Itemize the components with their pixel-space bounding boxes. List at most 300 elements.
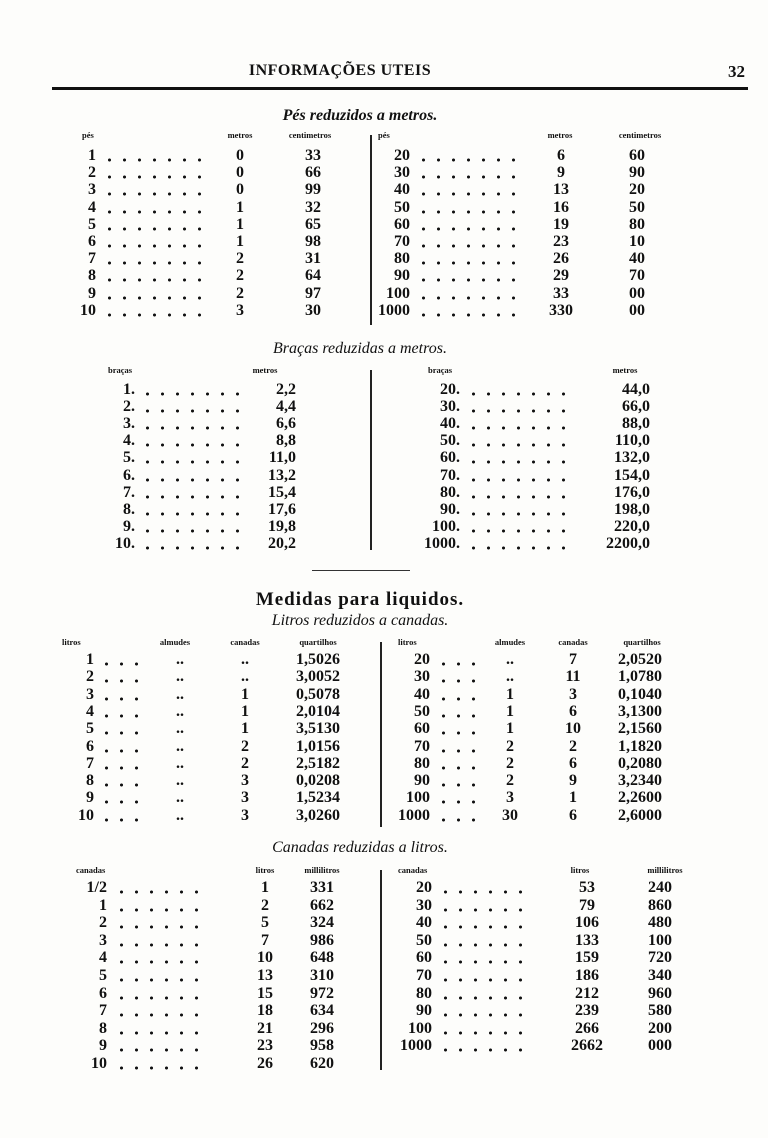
table-cell: 21 <box>257 1019 273 1037</box>
table-cell: 80. <box>440 483 460 501</box>
table-cell: 8,8 <box>276 432 296 450</box>
table-cell: 6,6 <box>276 415 296 433</box>
dot-leader <box>436 800 481 804</box>
table-cell: 50 <box>416 931 432 949</box>
table-cell: 10 <box>629 233 645 250</box>
table-row <box>0 267 768 284</box>
column-header: quartilhos <box>299 637 337 647</box>
table-cell: 20,2 <box>268 534 296 552</box>
table-cell: 1 <box>99 896 107 914</box>
table-cell: 340 <box>648 967 672 984</box>
dot-leader <box>438 996 533 1000</box>
table-cell: 3 <box>86 685 94 703</box>
table-cell: 90 <box>394 267 410 285</box>
table-cell: 20 <box>629 181 645 199</box>
table-cell: 60 <box>629 147 645 164</box>
table-cell: 32 <box>305 198 321 216</box>
column-header: litros <box>255 865 275 875</box>
table-cell: 6 <box>569 806 577 824</box>
table-cell: 9 <box>557 164 565 182</box>
table-cell: 1,1820 <box>618 737 662 755</box>
running-head-title: INFORMAÇÕES UTEIS <box>248 62 432 79</box>
table-row <box>0 738 768 755</box>
table-cell: 2,0104 <box>296 702 340 720</box>
litros-table-title: Litros reduzidos a canadas. <box>271 612 449 629</box>
table-cell: 3 <box>506 789 514 807</box>
table-cell: 3,1300 <box>618 702 662 720</box>
table-cell: 6 <box>557 147 565 164</box>
table-cell: 1 <box>261 879 269 896</box>
dot-leader <box>466 460 566 464</box>
table-cell: 30. <box>440 398 460 416</box>
dot-leader <box>416 175 521 179</box>
table-cell: 10 <box>80 301 96 319</box>
table-cell: 3 <box>241 806 249 824</box>
table-row <box>0 518 768 535</box>
table-row <box>0 967 768 984</box>
table-cell: 4 <box>88 198 96 216</box>
table-cell: 1 <box>86 651 94 668</box>
dot-leader <box>436 731 481 735</box>
table-cell: 2,0520 <box>618 651 662 668</box>
table-cell: 2 <box>241 737 249 755</box>
table-cell: 9 <box>569 772 577 790</box>
table-cell: 3 <box>99 931 107 949</box>
table-cell: 2 <box>506 772 514 790</box>
table-cell: 79 <box>579 896 595 914</box>
dot-leader <box>416 192 521 196</box>
table-cell: 20 <box>394 147 410 164</box>
table-cell: 198,0 <box>614 500 650 518</box>
table-cell: 70 <box>394 233 410 250</box>
table-cell: .. <box>506 668 514 686</box>
header-rule <box>52 87 748 90</box>
column-header: centimetros <box>288 130 332 140</box>
dot-leader <box>436 783 481 787</box>
table-cell: 2. <box>123 398 135 416</box>
column-header: canadas <box>398 865 428 875</box>
table-row <box>0 181 768 198</box>
dot-leader <box>466 546 566 550</box>
table-cell: 000 <box>648 1037 672 1055</box>
table-cell: 2,2 <box>276 381 296 398</box>
table-cell: 1000. <box>424 534 460 552</box>
table-cell: 17,6 <box>268 500 296 518</box>
table-cell: 100 <box>408 1019 432 1037</box>
table-cell: 20. <box>440 381 460 398</box>
table-cell: .. <box>176 806 184 824</box>
table-cell: 212 <box>575 984 599 1002</box>
table-cell: 3,5130 <box>296 720 340 738</box>
table-cell: 70. <box>440 466 460 484</box>
column-header: litros <box>398 637 417 647</box>
table-cell: 2662 <box>571 1037 603 1055</box>
table-row <box>0 755 768 772</box>
table-cell: 33 <box>553 284 569 302</box>
column-header: canadas <box>230 637 260 647</box>
dot-leader <box>436 766 481 770</box>
table-row <box>0 147 768 164</box>
column-header: litros <box>570 865 590 875</box>
table-cell: 90. <box>440 500 460 518</box>
table-cell: 4 <box>99 949 107 967</box>
table-cell: 80 <box>629 215 645 233</box>
table-cell: 6 <box>569 754 577 772</box>
column-header: almudes <box>159 637 191 647</box>
dot-leader <box>436 662 481 666</box>
table-cell: 0 <box>236 181 244 199</box>
dot-leader <box>416 296 521 300</box>
table-cell: 88,0 <box>622 415 650 433</box>
column-header: braças <box>428 365 453 375</box>
table-cell: .. <box>176 668 184 686</box>
table-cell: 266 <box>575 1019 599 1037</box>
table-cell: 1. <box>123 381 135 398</box>
table-cell: 110,0 <box>614 432 650 450</box>
table-cell: 80 <box>416 984 432 1002</box>
table-cell: 50. <box>440 432 460 450</box>
column-header: metros <box>547 130 573 140</box>
table-cell: .. <box>176 737 184 755</box>
table-cell: 106 <box>575 914 599 932</box>
table-cell: 8 <box>88 267 96 285</box>
table-row <box>0 879 768 896</box>
table-cell: 70 <box>629 267 645 285</box>
table-cell: 13 <box>553 181 569 199</box>
table-row <box>0 932 768 949</box>
dot-leader <box>438 925 533 929</box>
column-header: centimetros <box>618 130 662 140</box>
table-cell: 2,6000 <box>618 806 662 824</box>
table-row <box>0 914 768 931</box>
table-cell: 100 <box>386 284 410 302</box>
table-cell: 2 <box>506 754 514 772</box>
dot-leader <box>416 210 521 214</box>
dot-leader <box>466 426 566 430</box>
table-cell: 70 <box>416 967 432 984</box>
table-row <box>0 164 768 181</box>
table-row <box>0 398 768 415</box>
table-row <box>0 250 768 267</box>
table-cell: 7 <box>99 1002 107 1020</box>
table-cell: 65 <box>305 215 321 233</box>
table-cell: .. <box>176 702 184 720</box>
dot-leader <box>438 890 533 894</box>
table-cell: 40 <box>416 914 432 932</box>
table-cell: 29 <box>553 267 569 285</box>
column-header: almudes <box>494 637 526 647</box>
table-cell: 31 <box>305 250 321 268</box>
table-cell: 1 <box>241 720 249 738</box>
table-cell: 53 <box>579 879 595 896</box>
table-cell: 296 <box>310 1019 334 1037</box>
table-cell: 60 <box>416 949 432 967</box>
table-cell: 5 <box>99 967 107 984</box>
table-cell: 0 <box>236 147 244 164</box>
dot-leader <box>436 679 481 683</box>
table-cell: 40 <box>394 181 410 199</box>
table-cell: 580 <box>648 1002 672 1020</box>
table-cell: 13,2 <box>268 466 296 484</box>
table-cell: 1 <box>506 720 514 738</box>
table-cell: 16 <box>553 198 569 216</box>
table-cell: 132,0 <box>614 449 650 467</box>
dot-leader <box>416 244 521 248</box>
table-cell: .. <box>176 720 184 738</box>
table-cell: 80 <box>394 250 410 268</box>
dot-leader <box>466 512 566 516</box>
table-cell: 50 <box>629 198 645 216</box>
dot-leader <box>416 313 521 317</box>
table-cell: 2 <box>261 896 269 914</box>
table-cell: 186 <box>575 967 599 984</box>
table-cell: 30 <box>305 301 321 319</box>
table-cell: 200 <box>648 1019 672 1037</box>
table-row <box>0 501 768 518</box>
table-cell: 1,5026 <box>296 651 340 668</box>
table-cell: 2,1560 <box>618 720 662 738</box>
dot-leader <box>436 749 481 753</box>
table-cell: 986 <box>310 931 334 949</box>
table-cell: 1 <box>241 685 249 703</box>
dot-leader <box>416 278 521 282</box>
table-cell: 1 <box>88 147 96 164</box>
table-cell: 4 <box>86 702 94 720</box>
table-cell: 1 <box>236 215 244 233</box>
table-row <box>0 897 768 914</box>
table-cell: 331 <box>310 879 334 896</box>
table-cell: 5 <box>86 720 94 738</box>
dot-leader <box>416 261 521 265</box>
table-cell: 9 <box>99 1037 107 1055</box>
table-cell: 8. <box>123 500 135 518</box>
table-cell: 10 <box>257 949 273 967</box>
table-cell: 1,0156 <box>296 737 340 755</box>
table-cell: 60 <box>414 720 430 738</box>
table-cell: 18 <box>257 1002 273 1020</box>
table-cell: 13 <box>257 967 273 984</box>
table-cell: 10 <box>91 1055 107 1072</box>
table-cell: 6 <box>99 984 107 1002</box>
table-cell: 2 <box>88 164 96 182</box>
table-cell: 1,0780 <box>618 668 662 686</box>
table-cell: 33 <box>305 147 321 164</box>
table-cell: 2 <box>241 754 249 772</box>
table-cell: 0,2080 <box>618 754 662 772</box>
table-cell: 3,0052 <box>296 668 340 686</box>
column-header: canadas <box>76 865 106 875</box>
column-header: pés <box>378 130 390 140</box>
table-row <box>0 772 768 789</box>
table-cell: 3 <box>569 685 577 703</box>
table-cell: 0,5078 <box>296 685 340 703</box>
table-cell: 310 <box>310 967 334 984</box>
table-row <box>0 668 768 685</box>
table-cell: 6. <box>123 466 135 484</box>
table-cell: 176,0 <box>614 483 650 501</box>
dot-leader <box>416 158 521 162</box>
table-cell: 6 <box>88 233 96 250</box>
table-cell: 2,2600 <box>618 789 662 807</box>
table-cell: 960 <box>648 984 672 1002</box>
table-cell: 220,0 <box>614 517 650 535</box>
pes-table-title: Pés reduzidos a metros. <box>282 107 438 124</box>
table-cell: 1 <box>506 685 514 703</box>
table-cell: 50 <box>394 198 410 216</box>
table-cell: 1000 <box>378 301 410 319</box>
table-cell: 620 <box>310 1055 334 1072</box>
table-cell: 1 <box>236 198 244 216</box>
dot-leader <box>466 478 566 482</box>
page-number: 32 <box>728 62 745 81</box>
table-row <box>0 199 768 216</box>
dot-leader <box>436 818 481 822</box>
table-row <box>0 233 768 250</box>
table-cell: 11 <box>565 668 581 686</box>
table-cell: 2 <box>86 668 94 686</box>
table-cell: 648 <box>310 949 334 967</box>
table-cell: 80 <box>414 754 430 772</box>
table-cell: 4,4 <box>276 398 296 416</box>
table-cell: 3 <box>241 789 249 807</box>
table-cell: 2 <box>569 737 577 755</box>
table-cell: 3 <box>241 772 249 790</box>
table-cell: 634 <box>310 1002 334 1020</box>
liquidos-section-heading: Medidas para liquidos. <box>255 589 465 610</box>
table-cell: 1/2 <box>86 879 107 896</box>
table-cell: 7 <box>569 651 577 668</box>
table-cell: 3,0260 <box>296 806 340 824</box>
table-cell: 30 <box>394 164 410 182</box>
column-header: braças <box>108 365 133 375</box>
table-row <box>0 789 768 806</box>
table-cell: 40 <box>414 685 430 703</box>
table-cell: 30 <box>414 668 430 686</box>
table-row <box>0 467 768 484</box>
table-cell: 662 <box>310 896 334 914</box>
table-row <box>0 449 768 466</box>
table-cell: 70 <box>414 737 430 755</box>
table-cell: 7 <box>86 754 94 772</box>
table-cell: 90 <box>416 1002 432 1020</box>
table-cell: 5. <box>123 449 135 467</box>
table-cell: 60. <box>440 449 460 467</box>
dot-leader <box>466 443 566 447</box>
table-cell: 10 <box>565 720 581 738</box>
column-header: quartilhos <box>623 637 661 647</box>
column-header: pés <box>82 130 94 140</box>
dot-leader <box>466 529 566 533</box>
table-cell: 8 <box>99 1019 107 1037</box>
column-header: metros <box>227 130 253 140</box>
table-row <box>0 686 768 703</box>
table-cell: 1,5234 <box>296 789 340 807</box>
table-cell: 9 <box>86 789 94 807</box>
table-cell: 324 <box>310 914 334 932</box>
table-cell: 2 <box>236 267 244 285</box>
table-cell: 2200,0 <box>606 534 650 552</box>
table-cell: 97 <box>305 284 321 302</box>
table-cell: 6 <box>86 737 94 755</box>
table-cell: 2 <box>236 284 244 302</box>
column-header: millilitros <box>647 865 683 875</box>
section-divider <box>312 570 410 571</box>
table-cell: 100 <box>648 931 672 949</box>
dot-leader <box>438 1013 533 1017</box>
table-cell: .. <box>241 668 249 686</box>
table-cell: 15,4 <box>268 483 296 501</box>
table-cell: 11,0 <box>268 449 296 467</box>
dot-leader <box>438 1031 533 1035</box>
table-row <box>0 807 768 824</box>
table-cell: 1000 <box>400 1037 432 1055</box>
dot-leader <box>416 227 521 231</box>
dot-leader <box>436 714 481 718</box>
bracas-table-title: Braças reduzidas a metros. <box>273 340 447 357</box>
table-cell: 30 <box>416 896 432 914</box>
table-cell: .. <box>506 651 514 668</box>
table-cell: 20 <box>414 651 430 668</box>
table-cell: 330 <box>549 301 573 319</box>
table-cell: 26 <box>257 1055 273 1072</box>
table-cell: .. <box>176 685 184 703</box>
table-row <box>0 216 768 233</box>
dot-leader <box>466 495 566 499</box>
table-row <box>0 949 768 966</box>
column-header: metros <box>252 365 278 375</box>
table-cell: 720 <box>648 949 672 967</box>
table-cell: 3,2340 <box>618 772 662 790</box>
dot-leader <box>438 1048 533 1052</box>
table-cell: 1 <box>569 789 577 807</box>
table-cell: 100 <box>406 789 430 807</box>
table-row <box>0 415 768 432</box>
table-cell: 2,5182 <box>296 754 340 772</box>
table-cell: 0,0208 <box>296 772 340 790</box>
table-cell: .. <box>241 651 249 668</box>
table-cell: 9. <box>123 517 135 535</box>
table-cell: 133 <box>575 931 599 949</box>
table-cell: 1 <box>241 702 249 720</box>
table-cell: 64 <box>305 267 321 285</box>
table-cell: 2 <box>506 737 514 755</box>
table-cell: .. <box>176 651 184 668</box>
column-header: metros <box>612 365 638 375</box>
table-cell: .. <box>176 789 184 807</box>
dot-leader <box>438 943 533 947</box>
table-cell: 860 <box>648 896 672 914</box>
table-cell: 154,0 <box>614 466 650 484</box>
dot-leader <box>114 1066 209 1070</box>
table-cell: 50 <box>414 702 430 720</box>
table-cell: 4. <box>123 432 135 450</box>
dot-leader <box>438 960 533 964</box>
table-cell: 5 <box>88 215 96 233</box>
table-row <box>0 535 768 552</box>
canadas-table-title: Canadas reduzidas a litros. <box>272 839 448 856</box>
dot-leader <box>438 978 533 982</box>
table-cell: 23 <box>257 1037 273 1055</box>
table-cell: 1000 <box>398 806 430 824</box>
table-cell: 10. <box>115 534 135 552</box>
table-cell: 6 <box>569 702 577 720</box>
column-header: litros <box>62 637 81 647</box>
table-cell: 66,0 <box>622 398 650 416</box>
table-row <box>0 651 768 668</box>
table-cell: 3 <box>236 301 244 319</box>
dot-leader <box>436 697 481 701</box>
table-cell: 8 <box>86 772 94 790</box>
